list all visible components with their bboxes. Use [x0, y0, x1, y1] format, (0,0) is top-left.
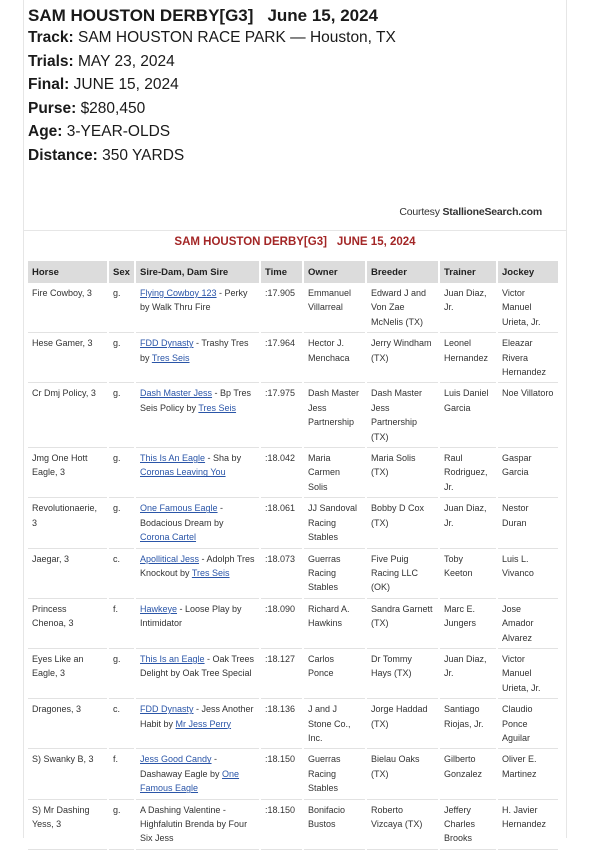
- breeder-cell: Edward J and Von Zae McNelis (TX): [366, 283, 439, 333]
- column-header: Sex: [108, 261, 135, 283]
- sire-link[interactable]: Apollitical Jess: [140, 553, 200, 564]
- detail-value: 3-YEAR-OLDS: [66, 123, 171, 140]
- time-cell: :18.061: [260, 498, 303, 548]
- dam-text: - Trashy Tres by: [140, 338, 249, 363]
- column-header: Horse: [28, 261, 108, 283]
- column-header: Trainer: [439, 261, 497, 283]
- dam-sire-link[interactable]: Tres Seis: [198, 402, 237, 413]
- dam-sire-link[interactable]: Corona Cartel: [140, 532, 197, 543]
- time-cell: :17.905: [260, 283, 303, 333]
- horse-cell: Princess Chenoa, 3: [28, 598, 108, 648]
- detail-value: 350 YARDS: [102, 146, 185, 164]
- dam-text: - Perky by Walk Thru Fire: [140, 288, 248, 313]
- sex-cell: c.: [108, 699, 135, 749]
- sex-cell: g.: [108, 448, 135, 498]
- trainer-cell: Juan Diaz, Jr.: [439, 648, 497, 698]
- horse-cell: Fire Cowboy, 3: [28, 283, 108, 333]
- race-title: SAM HOUSTON DERBY[G3]: [28, 6, 254, 25]
- detail-label: Purse:: [28, 99, 77, 117]
- sex-cell: g.: [108, 383, 135, 448]
- owner-cell: Dash Master Jess Partnership: [303, 383, 366, 448]
- owner-cell: Richard A. Hawkins: [303, 598, 366, 648]
- horse-cell: Hese Gamer, 3: [28, 333, 108, 383]
- sire-dam-cell: [135, 699, 260, 749]
- race-detail-line: [28, 50, 588, 74]
- sex-cell: g.: [108, 648, 135, 698]
- dam-sire-link[interactable]: Tres Seis: [191, 567, 230, 578]
- race-heading: [28, 6, 588, 26]
- jockey-cell: Gaspar Garcia: [497, 448, 559, 498]
- time-cell: :18.127: [260, 648, 303, 698]
- horse-cell: S) Mr Dashing Yess, 3: [28, 799, 108, 849]
- jockey-cell: Eleazar Rivera Hernandez: [497, 333, 559, 383]
- sire-link[interactable]: Jess Good Candy: [140, 754, 212, 765]
- dam-text: - Jess Another Habit by: [140, 704, 254, 729]
- table-row: [28, 699, 559, 749]
- dam-sire-link[interactable]: Tres Seis: [151, 352, 190, 363]
- dam-text: - Dashaway Eagle by: [140, 754, 223, 779]
- table-row: [28, 283, 559, 333]
- results-table-title: [23, 236, 567, 248]
- sire-link[interactable]: This Is An Eagle: [140, 453, 206, 464]
- owner-cell: Carlos Ponce: [303, 648, 366, 698]
- trainer-cell: Santiago Riojas, Jr.: [439, 699, 497, 749]
- sire-link[interactable]: This Is an Eagle: [140, 653, 205, 664]
- owner-cell: JJ Sandoval Racing Stables: [303, 498, 366, 548]
- breeder-cell: Dr Tommy Hays (TX): [366, 648, 439, 698]
- results-title: SAM HOUSTON DERBY[G3]: [174, 236, 327, 248]
- breeder-cell: Jerry Windham (TX): [366, 333, 439, 383]
- dam-text: - Loose Play by Intimidator: [140, 603, 242, 629]
- owner-cell: Guerras Racing Stables: [303, 749, 366, 799]
- dam-sire-link[interactable]: Coronas Leaving You: [140, 467, 226, 478]
- table-header-row: [28, 261, 559, 283]
- trainer-cell: Leonel Hernandez: [439, 333, 497, 383]
- race-detail-line: [28, 26, 588, 50]
- sire-dam-cell: [135, 648, 260, 698]
- breeder-cell: Five Puig Racing LLC (OK): [366, 548, 439, 598]
- breeder-cell: Maria Solis (TX): [366, 448, 439, 498]
- owner-cell: Hector J. Menchaca: [303, 333, 366, 383]
- detail-label: Trials:: [28, 52, 74, 70]
- sire-dam-cell: [135, 799, 260, 849]
- race-date: June 15, 2024: [267, 6, 379, 25]
- horse-cell: S) Swanky B, 3: [28, 749, 108, 799]
- jockey-cell: Luis L. Vivanco: [497, 548, 559, 598]
- column-header: Jockey: [497, 261, 559, 283]
- race-detail-line: [28, 120, 588, 144]
- sire-link[interactable]: Flying Cowboy 123: [140, 288, 217, 298]
- sex-cell: f.: [108, 749, 135, 799]
- race-detail-line: [28, 73, 588, 97]
- sire-dam-cell: [135, 498, 260, 548]
- sire-dam-cell: [135, 548, 260, 598]
- trainer-cell: Toby Keeton: [439, 548, 497, 598]
- horse-cell: Jaegar, 3: [28, 548, 108, 598]
- race-detail-line: [28, 144, 588, 168]
- sire-dam-cell: [135, 333, 260, 383]
- trainer-cell: Jeffery Charles Brooks: [439, 799, 497, 849]
- detail-label: Age:: [28, 123, 63, 140]
- column-header: Breeder: [366, 261, 439, 283]
- stallionesearch-logo: StallioneSearch.com: [442, 206, 542, 218]
- horse-cell: Dragones, 3: [28, 699, 108, 749]
- table-row: [28, 799, 559, 849]
- results-table: [28, 261, 560, 850]
- detail-value: MAY 23, 2024: [77, 52, 175, 70]
- detail-value: JUNE 15, 2024: [73, 76, 179, 93]
- jockey-cell: Oliver E. Martinez: [497, 749, 559, 799]
- sire-dam-cell: [135, 598, 260, 648]
- jockey-cell: Claudio Ponce Aguilar: [497, 699, 559, 749]
- sex-cell: f.: [108, 598, 135, 648]
- breeder-cell: Dash Master Jess Partnership (TX): [366, 383, 439, 448]
- owner-cell: Bonifacio Bustos: [303, 799, 366, 849]
- time-cell: :18.136: [260, 699, 303, 749]
- dam-text: - Bodacious Dream by: [140, 503, 224, 528]
- column-header: Owner: [303, 261, 366, 283]
- jockey-cell: H. Javier Hernandez: [497, 799, 559, 849]
- courtesy-prefix: Courtesy: [399, 206, 443, 218]
- divider: [23, 230, 567, 231]
- table-row: [28, 383, 559, 448]
- race-detail-line: [28, 97, 588, 121]
- trainer-cell: Gilberto Gonzalez: [439, 749, 497, 799]
- time-cell: :18.073: [260, 548, 303, 598]
- horse-cell: Jmg One Hott Eagle, 3: [28, 448, 108, 498]
- trainer-cell: Raul Rodriguez, Jr.: [439, 448, 497, 498]
- courtesy-credit: [399, 206, 542, 218]
- trainer-cell: Luis Daniel Garcia: [439, 383, 497, 448]
- sire-link[interactable]: One Famous Eagle: [140, 503, 218, 514]
- table-row: [28, 448, 559, 498]
- jockey-cell: Victor Manuel Urieta, Jr.: [497, 283, 559, 333]
- sire-link[interactable]: FDD Dynasty: [140, 338, 194, 349]
- sex-cell: g.: [108, 799, 135, 849]
- sire-dam-cell: [135, 283, 260, 333]
- time-cell: :18.090: [260, 598, 303, 648]
- column-header: Sire-Dam, Dam Sire: [135, 261, 260, 283]
- jockey-cell: Jose Amador Alvarez: [497, 598, 559, 648]
- sex-cell: c.: [108, 548, 135, 598]
- detail-value: SAM HOUSTON RACE PARK — Houston, TX: [77, 29, 396, 46]
- detail-label: Final:: [28, 76, 70, 93]
- owner-cell: Emmanuel Villarreal: [303, 283, 366, 333]
- horse-cell: Cr Dmj Policy, 3: [28, 383, 108, 448]
- time-cell: :17.964: [260, 333, 303, 383]
- sex-cell: g.: [108, 498, 135, 548]
- breeder-cell: Bielau Oaks (TX): [366, 749, 439, 799]
- owner-cell: J and J Stone Co., Inc.: [303, 699, 366, 749]
- horse-cell: Eyes Like an Eagle, 3: [28, 648, 108, 698]
- table-body: [28, 283, 559, 849]
- breeder-cell: Roberto Vizcaya (TX): [366, 799, 439, 849]
- time-cell: :18.150: [260, 799, 303, 849]
- owner-cell: Maria Carmen Solis: [303, 448, 366, 498]
- detail-label: Distance:: [28, 146, 98, 164]
- race-info: [28, 6, 588, 167]
- sire-dam-cell: [135, 749, 260, 799]
- sire-link[interactable]: FDD Dynasty: [140, 704, 194, 715]
- trainer-cell: Marc E. Jungers: [439, 598, 497, 648]
- time-cell: :17.975: [260, 383, 303, 448]
- table-row: [28, 648, 559, 698]
- trainer-cell: Juan Diaz, Jr.: [439, 283, 497, 333]
- dam-text: - Bp Tres Seis Policy by: [140, 388, 252, 413]
- dam-sire-link[interactable]: Mr Jess Perry: [175, 718, 232, 729]
- owner-cell: Guerras Racing Stables: [303, 548, 366, 598]
- table-row: [28, 749, 559, 799]
- dam-text: A Dashing Valentine - Highfalutin Brenda by Four Six Jess: [140, 804, 248, 844]
- jockey-cell: Nestor Duran: [497, 498, 559, 548]
- detail-label: Track:: [28, 29, 74, 46]
- trainer-cell: Juan Diaz, Jr.: [439, 498, 497, 548]
- dam-text: - Sha by: [205, 453, 242, 464]
- breeder-cell: Jorge Haddad (TX): [366, 699, 439, 749]
- breeder-cell: Sandra Garnett (TX): [366, 598, 439, 648]
- column-header: Time: [260, 261, 303, 283]
- dam-text: - Oak Trees Delight by Oak Tree Special: [140, 653, 255, 679]
- jockey-cell: Noe Villatoro: [497, 383, 559, 448]
- dam-text: - Adolph Tres Knockout by: [140, 553, 255, 578]
- table-row: [28, 498, 559, 548]
- sex-cell: g.: [108, 333, 135, 383]
- table-row: [28, 548, 559, 598]
- table-row: [28, 333, 559, 383]
- left-border: [23, 0, 24, 838]
- detail-value: $280,450: [80, 99, 146, 117]
- dam-sire-link[interactable]: One Famous Eagle: [140, 768, 240, 794]
- table-row: [28, 598, 559, 648]
- sire-dam-cell: [135, 448, 260, 498]
- sire-link[interactable]: Dash Master Jess: [140, 388, 213, 399]
- horse-cell: Revolutionaerie, 3: [28, 498, 108, 548]
- results-date: JUNE 15, 2024: [336, 236, 416, 248]
- breeder-cell: Bobby D Cox (TX): [366, 498, 439, 548]
- time-cell: :18.042: [260, 448, 303, 498]
- sire-dam-cell: [135, 383, 260, 448]
- sex-cell: g.: [108, 283, 135, 333]
- time-cell: :18.150: [260, 749, 303, 799]
- sire-link[interactable]: Hawkeye: [140, 603, 178, 614]
- race-details: [28, 26, 588, 167]
- jockey-cell: Victor Manuel Urieta, Jr.: [497, 648, 559, 698]
